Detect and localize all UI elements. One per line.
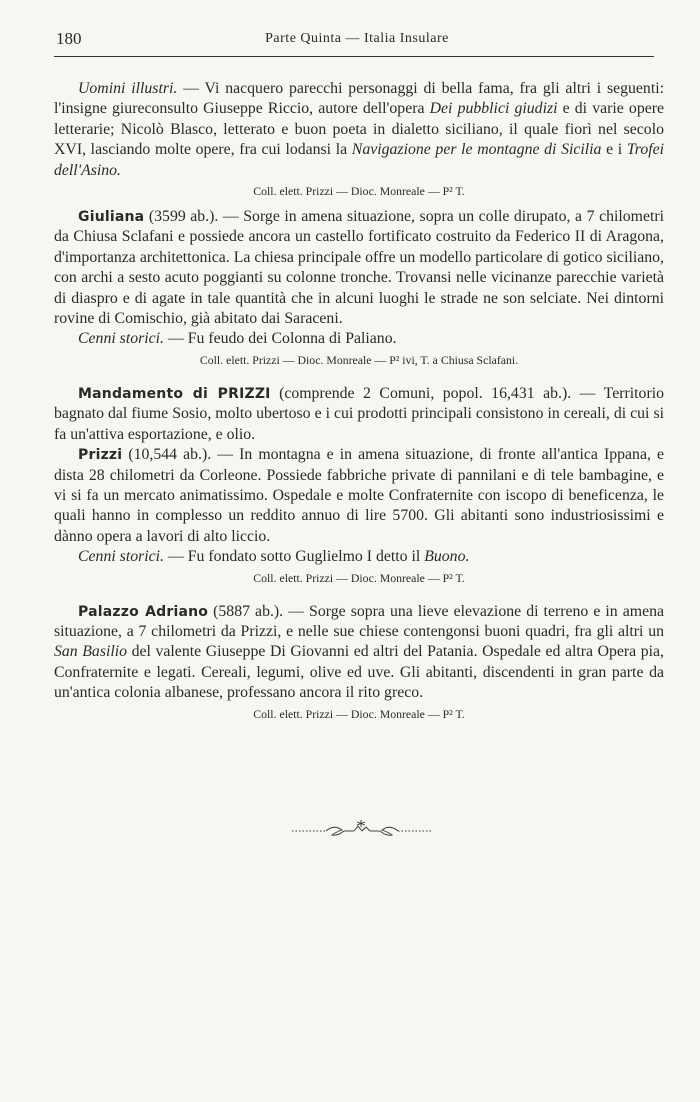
page-number: 180 [56,29,82,48]
giuliana-cenni-paragraph [54,329,664,349]
uomini-work-2: Navigazione per le montagne di Sicilia [351,141,602,159]
uomini-work-3: Trofei dell'Asino. [54,141,665,179]
giuliana-coll-line: Coll. elett. Prizzi — Dioc. Monreale — P² ivi, T. a Chiusa Sclafani. [199,352,519,367]
giuliana-name: Giuliana [78,209,145,226]
mandamento-name: Mandamento di PRIZZI [78,385,271,402]
prizzi-paragraph [54,445,664,547]
giuliana-cenni-text: — Fu feudo dei Colonna di Paliano. [164,330,397,348]
uomini-text-2: e di varie opere letterarie; Nicolò Blasco, letterato e buon poeta in dialetto siciliano, il quale fiorì nel secolo XVI, lasciando molte opere, fra cui lodansi la [54,100,665,159]
mandamento-text: (comprende 2 Comuni, popol. 16,431 ab.). — Territorio bagnato dal fiume Sosio, molto ubertoso e i cui prodotti principali consistono in cereali, di cui si fa un'attiva esportazione, e olio. [54,384,664,443]
palazzo-text-1: (5887 ab.). — Sorge sopra una lieve elevazione di terreno e in amena situazione, a 7 chilometri da Prizzi, e nelle sue chiese contengonsi buoni quadri, fra gli altri un [54,602,664,640]
uomini-text-3: e i [601,141,627,159]
page-header [54,0,660,50]
prizzi-name: Prizzi [78,447,123,464]
prizzi-text: (10,544 ab.). — In montagna e in amena situazione, di fronte all'antica Ippana, e dista 28 chilometri da Corleone. Possiede fabbriche private di pannilani e di tele bambagine, e vi si fa un mercato animatissimo. Ospedale e molte Confraternite con iscopo di beneficenza, le quali hanno in complesso un reddito annuo di lire 5700. Gli abitanti sono industriosissimi e dànno opera a lavori di alto liccio. [54,446,664,545]
header-rule [54,56,654,57]
prizzi-coll-line: Coll. elett. Prizzi — Dioc. Monreale — P² T. [253,570,465,585]
uomini-work-1: Dei pubblici giudizi [429,100,558,118]
palazzo-work: San Basilio [54,643,128,661]
printer-ornament-icon [292,818,432,846]
uomini-illustri-paragraph [54,79,664,181]
prizzi-cenni-text: — Fu fondato sotto Guglielmo I detto il [164,548,425,566]
uomini-label: Uomini illustri. [78,80,178,97]
palazzo-adriano-paragraph [54,602,664,704]
running-head: Parte Quinta — Italia Insulare [265,31,449,46]
uomini-text-1: — Vi nacquero parecchi personaggi di bella fama, fra gli altri i seguenti: l'insigne giureconsulto Giuseppe Riccio, autore dell'opera [54,80,664,118]
prizzi-cenni-paragraph [54,547,664,567]
prizzi-cenni-italic: Buono. [424,548,470,566]
prizzi-cenni-label: Cenni storici. [78,548,165,566]
palazzo-text-2: del valente Giuseppe Di Giovanni ed altri del Patania. Ospedale ed altra Opera pia, Confraternite e legati. Cereali, legumi, olive ed uve. Gli abitanti, discendenti in gran parte da un'antica colonia albanese, professano ancora il rito greco. [54,643,665,702]
uomini-coll-line: Coll. elett. Prizzi — Dioc. Monreale — P² T. [253,184,465,199]
page-body [54,79,664,724]
palazzo-name: Palazzo Adriano [78,603,209,620]
palazzo-coll-line: Coll. elett. Prizzi — Dioc. Monreale — P² T. [253,706,465,721]
giuliana-text: (3599 ab.). — Sorge in amena situazione, sopra un colle dirupato, a 7 chilometri da Chiusa Sclafani e possiede ancora un castello fortificato costruito da Federico II di Aragona, d'importanza architettonica. La chiesa principale offre un modello particolare di gotico siciliano, con archi a sesto acuto poggianti su colonne tronche. Trovansi nelle vicinanze parecchie varietà di diaspro e di agate in tale quantità che in alcuni luoghi le strade ne son selciate. Nei dintorni rovine di Comischio, già abitato dai Saraceni. [54,208,664,328]
giuliana-paragraph [54,207,664,329]
mandamento-paragraph [54,384,664,445]
giuliana-cenni-label: Cenni storici. [78,330,165,348]
